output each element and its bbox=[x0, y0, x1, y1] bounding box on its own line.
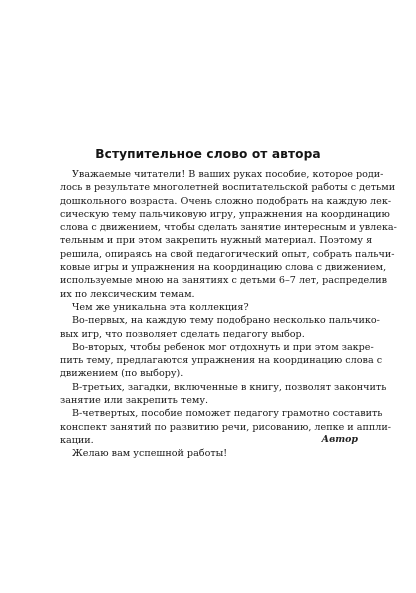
text-line: Уважаемые читатели! В ваших руках пособие, которое роди- bbox=[72, 169, 384, 180]
text-line: пить тему, предлагаются упражнения на координацию слова с bbox=[60, 355, 383, 367]
text-line: лось в результате многолетней воспитательской работы с детьми bbox=[60, 182, 396, 194]
text-line: их по лексическим темам. bbox=[60, 288, 195, 300]
text-line: В-третьих, загадки, включенные в книгу, позволят закончить bbox=[72, 381, 387, 393]
text-line: решила, опираясь на свой педагогический опыт, собрать пальчи- bbox=[60, 248, 395, 260]
text-line: сическую тему пальчиковую игру, упражнения на координацию bbox=[60, 208, 390, 220]
text-line: конспект занятий по развитию речи, рисованию, лепке и аппли- bbox=[60, 421, 391, 433]
text-line: ковые игры и упражнения на координацию слова с движением, bbox=[60, 262, 387, 274]
text-line: Во-вторых, чтобы ребенок мог отдохнуть и при этом закре- bbox=[72, 341, 374, 353]
text-line: дошкольного возраста. Очень сложно подобрать на каждую лек- bbox=[60, 195, 392, 207]
text-line: тельным и при этом закрепить нужный материал. Поэтому я bbox=[60, 235, 373, 247]
author-signature: Автор bbox=[321, 434, 358, 445]
text-line: Чем же уникальна эта коллекция? bbox=[72, 301, 249, 313]
text-line: Желаю вам успешной работы! bbox=[72, 448, 228, 460]
body-text bbox=[60, 168, 397, 461]
text-line: используемые мною на занятиях с детьми 6–7 лет, распределив bbox=[60, 275, 388, 287]
page-title: Вступительное слово от автора bbox=[95, 147, 321, 161]
text-line: занятие или закрепить тему. bbox=[60, 395, 209, 407]
text-line: вых игр, что позволяет сделать педагогу выбор. bbox=[60, 328, 305, 340]
text-line: Во-первых, на каждую тему подобрано несколько пальчико- bbox=[72, 315, 380, 327]
text-line: слова с движением, чтобы сделать занятие интересным и увлека- bbox=[60, 222, 397, 234]
text-line: движением (по выбору). bbox=[60, 368, 184, 380]
text-line: В-четвертых, пособие поможет педагогу грамотно составить bbox=[72, 408, 383, 420]
text-line: кации. bbox=[60, 434, 94, 446]
